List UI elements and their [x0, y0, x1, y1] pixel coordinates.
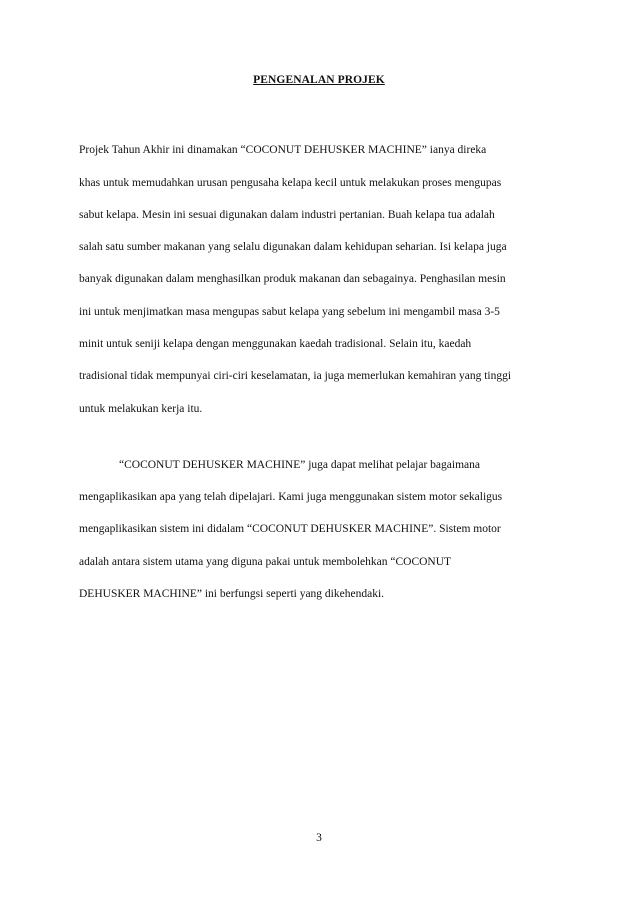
- paragraph-line: adalah antara sistem utama yang diguna pakai untuk membolehkan “COCONUT: [79, 556, 452, 568]
- page-title: PENGENALAN PROJEK: [253, 74, 385, 86]
- paragraph-line: mengaplikasikan apa yang telah dipelajari. Kami juga menggunakan sistem motor sekaligus: [79, 491, 503, 503]
- paragraph-line: DEHUSKER MACHINE” ini berfungsi seperti yang dikehendaki.: [79, 588, 385, 600]
- paragraph-line: salah satu sumber makanan yang selalu digunakan dalam kehidupan seharian. Isi kelapa juga: [79, 241, 507, 253]
- page-number: 3: [316, 832, 322, 844]
- paragraph-line: banyak digunakan dalam menghasilkan produk makanan dan sebagainya. Penghasilan mesin: [79, 273, 506, 285]
- paragraph-line: minit untuk seniji kelapa dengan menggunakan kaedah tradisional. Selain itu, kaedah: [79, 338, 472, 350]
- paragraph-line: Projek Tahun Akhir ini dinamakan “COCONUT DEHUSKER MACHINE” ianya direka: [79, 144, 487, 156]
- paragraph-line: tradisional tidak mempunyai ciri-ciri keselamatan, ia juga memerlukan kemahiran yang tinggi: [79, 370, 512, 382]
- paragraph-line: mengaplikasikan sistem ini didalam “COCONUT DEHUSKER MACHINE”. Sistem motor: [79, 523, 501, 535]
- paragraph-line: untuk melakukan kerja itu.: [79, 403, 203, 415]
- paragraph-line: sabut kelapa. Mesin ini sesuai digunakan dalam industri pertanian. Buah kelapa tua adalah: [79, 209, 495, 221]
- paragraph-line: “COCONUT DEHUSKER MACHINE” juga dapat melihat pelajar bagaimana: [119, 459, 480, 471]
- paragraph-line: ini untuk menjimatkan masa mengupas sabut kelapa yang sebelum ini mengambil masa 3-5: [79, 306, 500, 318]
- paragraph-line: khas untuk memudahkan urusan pengusaha kelapa kecil untuk melakukan proses mengupas: [79, 177, 502, 189]
